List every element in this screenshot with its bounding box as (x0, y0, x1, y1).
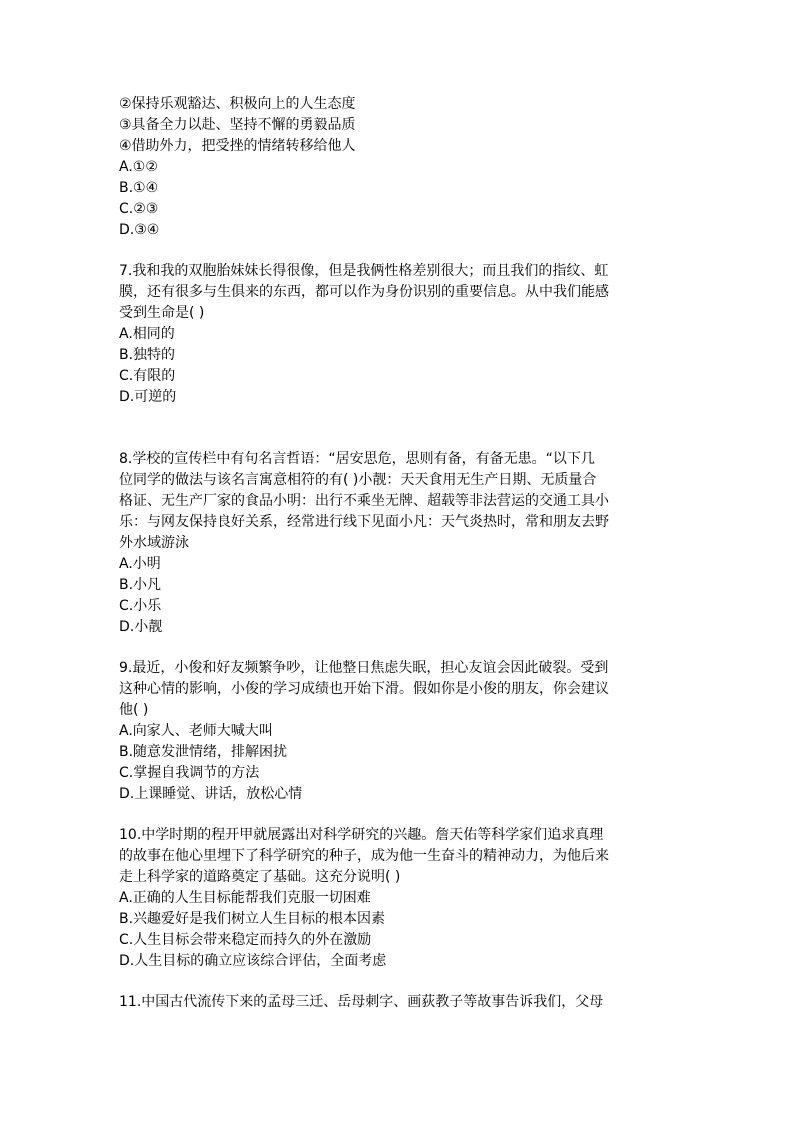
question-stem (119, 449, 679, 554)
option-a: A.向家人、老师大喊大叫 (119, 723, 273, 739)
stem-line: 走上科学家的道路奠定了基础。这充分说明( ) (119, 869, 401, 885)
statement-3: ③具备全力以赴、坚持不懈的勇毅品质 (119, 117, 356, 133)
stem-line: 的故事在他心里埋下了科学研究的种子，成为他一生奋斗的精神动力，为他后来 (119, 848, 609, 864)
stem-line: 7.我和我的双胞胎妹妹长得很像，但是我俩性格差别很大；而且我们的指纹、虹 (119, 263, 609, 279)
option-a: A.①② (119, 159, 158, 175)
stem-line: 11.中国古代流传下来的孟母三迁、岳母刺字、画荻教子等故事告诉我们，父母 (119, 994, 604, 1010)
option-b: B.独特的 (119, 347, 176, 363)
stem-line: 乐：与网友保持良好关系，经常进行线下见面小凡：天气炎热时，常和朋友去野 (119, 514, 609, 530)
stem-line: 9.最近，小俊和好友频繁争吵，让他整日焦虑失眠，担心友谊会因此破裂。受到 (119, 660, 609, 676)
question-stem (119, 261, 679, 324)
stem-line: 10.中学时期的程开甲就展露出对科学研究的兴趣。詹天佑等科学家们追求真理 (119, 827, 604, 843)
option-c: C.人生目标会带来稳定而持久的外在激励 (119, 932, 372, 948)
question-6-tail (119, 94, 679, 241)
question-stem (119, 825, 679, 888)
option-d: D.小靓 (119, 619, 163, 635)
statement-2: ②保持乐观豁达、积极向上的人生态度 (119, 96, 356, 112)
option-b: B.兴趣爱好是我们树立人生目标的根本因素 (119, 911, 386, 927)
document-page (119, 94, 679, 1013)
option-c: C.有限的 (119, 368, 176, 384)
question-10 (119, 825, 679, 972)
option-b: B.随意发泄情绪，排解困扰 (119, 744, 288, 760)
question-stem (119, 658, 679, 721)
option-d: D.人生目标的确立应该综合评估，全面考虑 (119, 953, 387, 969)
option-c: C.②③ (119, 201, 159, 217)
question-stem (119, 992, 679, 1013)
option-b: B.小凡 (119, 577, 162, 593)
question-9 (119, 658, 679, 805)
stem-line: 8.学校的宣传栏中有句名言哲语：“居安思危，思则有备，有备无患。“以下几 (119, 451, 595, 467)
question-7 (119, 261, 679, 408)
stem-line: 膜，还有很多与生俱来的东西，都可以作为身份识别的重要信息。从中我们能感 (119, 284, 609, 300)
option-d: D.上课睡觉、讲话，放松心情 (119, 786, 303, 802)
option-a: A.小明 (119, 556, 161, 572)
option-c: C.掌握自我调节的方法 (119, 765, 260, 781)
option-b: B.①④ (119, 180, 159, 196)
stem-line: 格证、无生产厂家的食品小明：出行不乘坐无牌、超载等非法营运的交通工具小 (119, 493, 609, 509)
question-11 (119, 992, 679, 1013)
option-a: A.相同的 (119, 326, 175, 342)
statement-4: ④借助外力，把受挫的情绪转移给他人 (119, 138, 356, 154)
question-8 (119, 449, 679, 638)
stem-line: 他( ) (119, 702, 149, 718)
stem-line: 受到生命是( ) (119, 305, 205, 321)
option-d: D.可逆的 (119, 389, 177, 405)
stem-line: 外水域游泳 (119, 535, 189, 551)
option-c: C.小乐 (119, 598, 162, 614)
option-a: A.正确的人生目标能帮我们克服一切困难 (119, 890, 371, 906)
stem-line: 这种心情的影响，小俊的学习成绩也开始下滑。假如你是小俊的朋友，你会建议 (119, 681, 609, 697)
stem-line: 位同学的做法与该名言寓意相符的有( )小靓：天天食用无生产日期、无质量合 (119, 472, 597, 488)
option-d: D.③④ (119, 222, 160, 238)
